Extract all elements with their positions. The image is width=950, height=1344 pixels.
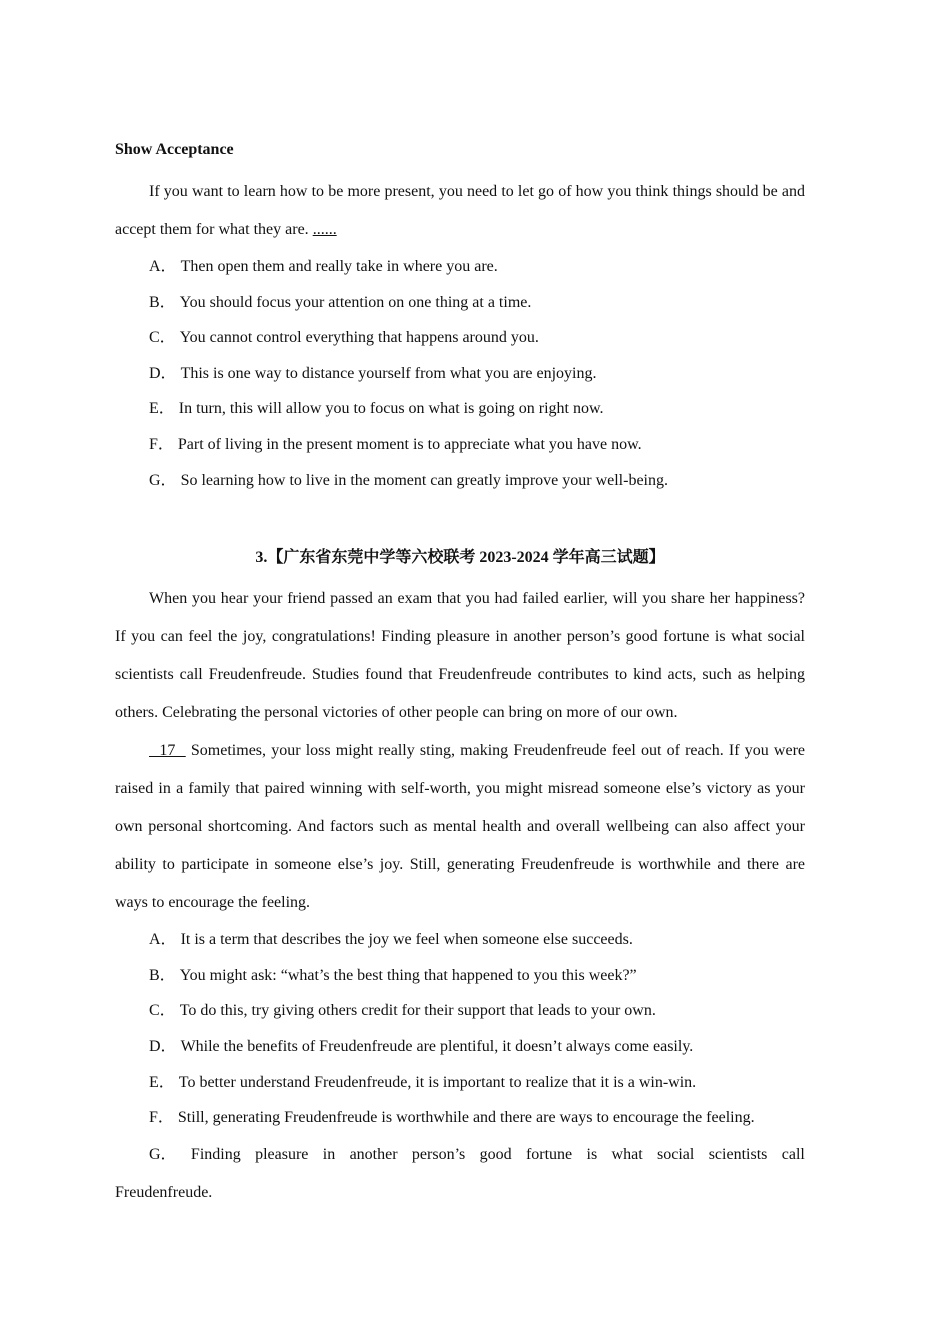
option-letter: G．: [149, 1145, 177, 1163]
option-word: is: [586, 1145, 598, 1163]
option-letter: D．: [149, 1037, 177, 1055]
option-word: what: [611, 1145, 643, 1163]
option-text: You cannot control everything that happens around you.: [179, 329, 539, 347]
option-text: You might ask: “what’s the best thing that happened to you this week?”: [179, 966, 637, 984]
option-e: [115, 1065, 805, 1101]
option-word: call: [781, 1145, 805, 1163]
option-letter: F．: [149, 1109, 174, 1127]
option-text: Then open them and really take in where you are.: [180, 258, 498, 275]
option-a: [115, 249, 805, 285]
option-letter: E．: [149, 1073, 175, 1091]
option-text: In turn, this will allow you to focus on what is going on right now.: [178, 400, 604, 418]
option-text: Part of living in the present moment is to appreciate what you have now.: [177, 435, 642, 453]
intro-paragraph-text: If you want to learn how to be more present, you need to let go of how you think things should be and accept them for what they are.: [115, 183, 805, 238]
option-text: While the benefits of Freudenfreude are plentiful, it doesn’t always come easily.: [180, 1037, 694, 1055]
option-text: Still, generating Freudenfreude is worthwhile and there are ways to encourage the feeling.: [177, 1109, 755, 1127]
passage-paragraph-2-text: Sometimes, your loss might really sting, making Freudenfreude feel out of reach. If you were raised in a family that paired winning with self-worth, you might misread someone else’s victory as your own personal shortcoming. And factors such as mental health and overall wellbeing can also affect your ability to participate in someone else’s joy. Still, generating Freudenfreude is worthwhile and there are ways to encourage the feeling.: [115, 742, 806, 912]
option-letter: F．: [149, 435, 174, 453]
answer-blank: ......: [312, 221, 337, 238]
option-b: [115, 285, 805, 321]
options-list: [115, 249, 805, 498]
option-d: [115, 1029, 805, 1065]
option-g: [115, 463, 805, 499]
option-letter: E．: [149, 400, 175, 418]
option-letter: G．: [149, 471, 177, 489]
option-letter: A．: [149, 931, 177, 949]
option-word: social: [657, 1145, 695, 1163]
intro-paragraph: [115, 173, 805, 249]
option-g: [115, 1136, 805, 1174]
option-letter: B．: [149, 293, 176, 311]
option-d: [115, 356, 805, 392]
section-heading: Show Acceptance: [115, 141, 234, 158]
option-text: It is a term that describes the joy we feel when someone else succeeds.: [180, 931, 633, 949]
option-letter: D．: [149, 364, 177, 382]
option-text: This is one way to distance yourself from what you are enjoying.: [180, 364, 597, 382]
blank-17: 17: [149, 742, 186, 760]
option-text: To do this, try giving others credit for their support that leads to your own.: [179, 1002, 656, 1020]
option-text: To better understand Freudenfreude, it is important to realize that it is a win-win.: [178, 1073, 697, 1091]
option-f: [115, 427, 805, 463]
document-page: [115, 138, 805, 1212]
passage-paragraph-1: When you hear your friend passed an exam that you had failed earlier, will you share her happiness? If you can feel the joy, congratulations! Finding pleasure in another person’s good fortune is what social scientists call Freudenfreude. Studies found that Freudenfreude contributes to kind acts, such as helping others. Celebrating the personal victories of other people can bring on more of our own.: [115, 590, 805, 722]
question-title: 3.【广东省东莞中学等六校联考 2023-2024 学年高三试题】: [255, 549, 665, 567]
option-word: person’s: [411, 1145, 466, 1163]
option-f: [115, 1100, 805, 1136]
option-letter: C．: [149, 329, 176, 347]
option-c: [115, 320, 805, 356]
option-g-first-line: [149, 1136, 805, 1174]
option-e: [115, 391, 805, 427]
option-word: pleasure: [255, 1145, 309, 1163]
option-g-continuation: Freudenfreude.: [115, 1183, 213, 1201]
option-b: [115, 958, 805, 994]
option-text: You should focus your attention on one thing at a time.: [179, 293, 532, 311]
option-text: So learning how to live in the moment can greatly improve your well-being.: [180, 471, 668, 489]
option-letter: A．: [149, 258, 177, 275]
option-a: [115, 922, 805, 958]
passage-paragraph-2: [115, 732, 805, 922]
option-word: another: [349, 1145, 398, 1163]
option-word: Finding: [190, 1145, 241, 1163]
option-letter: C．: [149, 1002, 176, 1020]
option-word: fortune: [525, 1145, 573, 1163]
option-word: in: [322, 1145, 336, 1163]
options-list-2: [115, 922, 805, 1212]
option-c: [115, 993, 805, 1029]
option-letter: B．: [149, 966, 176, 984]
option-word: good: [479, 1145, 512, 1163]
option-word: scientists: [708, 1145, 768, 1163]
